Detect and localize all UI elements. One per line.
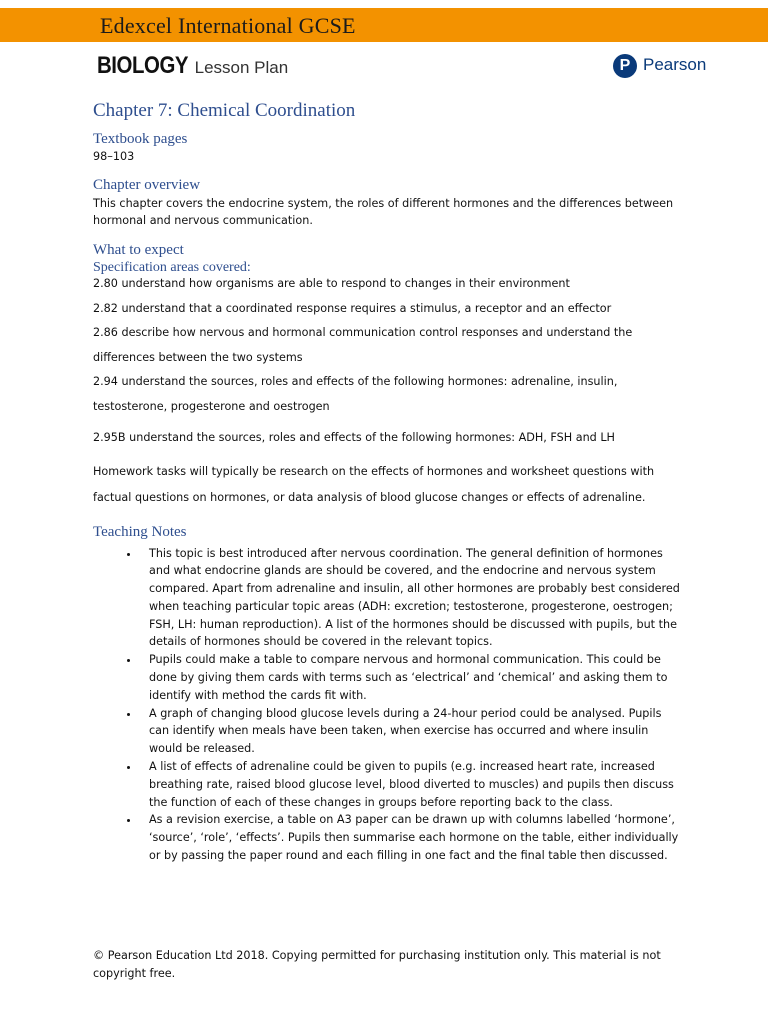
banner-title: Edexcel International GCSE [100, 13, 356, 38]
spec-item: 2.95B understand the sources, roles and effects of the following hormones: ADH, FSH and LH [93, 431, 615, 444]
teaching-note: • This topic is best introduced after nervous coordination. The general definition of hormones and what endocrine glands are should be covered, and the endocrine and nervous system compared. Apart from adrenaline and insulin, all other hormones are probably best considered when teaching particular topic areas (ADH: excretion; testosterone, progesterone, oestrogen; FSH, LH: human reproduction). A list of the hormones should be discussed with pupils, but the details of hormones should be covered in the relevant topics. [140, 545, 683, 652]
copyright-footer: © Pearson Education Ltd 2018. Copying permitted for purchasing institution only. This material is not copyright free. [93, 949, 661, 980]
pearson-wordmark: Pearson [643, 55, 707, 74]
pearson-p-icon: P [613, 54, 637, 78]
spec-item: 2.80 understand how organisms are able to respond to changes in their environment [93, 277, 570, 290]
teaching-notes-list [93, 545, 683, 865]
overview-heading: Chapter overview [93, 177, 201, 193]
chapter-title: Chapter 7: Chemical Coordination [93, 100, 356, 121]
spec-item: 2.82 understand that a coordinated response requires a stimulus, a receptor and an effector [93, 301, 612, 315]
teaching-note: • A graph of changing blood glucose levels during a 24-hour period could be analysed. Pupils can identify when meals have been taken, when exercise has occurred and where insulin would be released. [140, 705, 683, 758]
subject-name: BIOLOGY [97, 52, 189, 79]
teaching-note: • As a revision exercise, a table on A3 paper can be drawn up with columns labelled ‘hormone’, ‘source’, ‘role’, ‘effects’. Pupils then summarise each hormone on the table, either individually or by passing the paper round and each filling in one fact and the final table then discussed. [140, 811, 683, 864]
teaching-note: • A list of effects of adrenaline could be given to pupils (e.g. increased heart rate, increased breathing rate, raised blood glucose level, blood diverted to muscles) and pupils then discuss the function of each of these changes in groups before reporting back to the class. [140, 758, 683, 811]
lesson-plan-body [93, 100, 683, 865]
spec-heading: Specification areas covered: [93, 260, 251, 275]
teaching-note: • Pupils could make a table to compare nervous and hormonal communication. This could be done by giving them cards with terms such as ‘electrical’ and ‘chemical’ and asking them to identify with method the cards fit with. [140, 651, 683, 704]
subject-title [97, 52, 288, 80]
homework-text: Homework tasks will typically be research on the effects of hormones and worksheet questions with factual questions on hormones, or data analysis of blood glucose changes or effects of adrenaline. [93, 464, 655, 504]
spec-item: 2.94 understand the sources, roles and effects of the following hormones: adrenaline, insulin, testosterone, progesterone and oestrogen [93, 375, 618, 413]
document-type: Lesson Plan [194, 58, 289, 77]
textbook-heading: Textbook pages [93, 131, 188, 147]
textbook-pages: 98–103 [93, 150, 135, 163]
overview-text: This chapter covers the endocrine system, the roles of different hormones and the differences between hormonal and nervous communication. [93, 197, 674, 227]
spec-item: 2.86 describe how nervous and hormonal communication control responses and understand the differences between the two systems [93, 326, 633, 364]
expect-heading: What to expect [93, 242, 184, 258]
teaching-notes-heading: Teaching Notes [93, 523, 187, 540]
